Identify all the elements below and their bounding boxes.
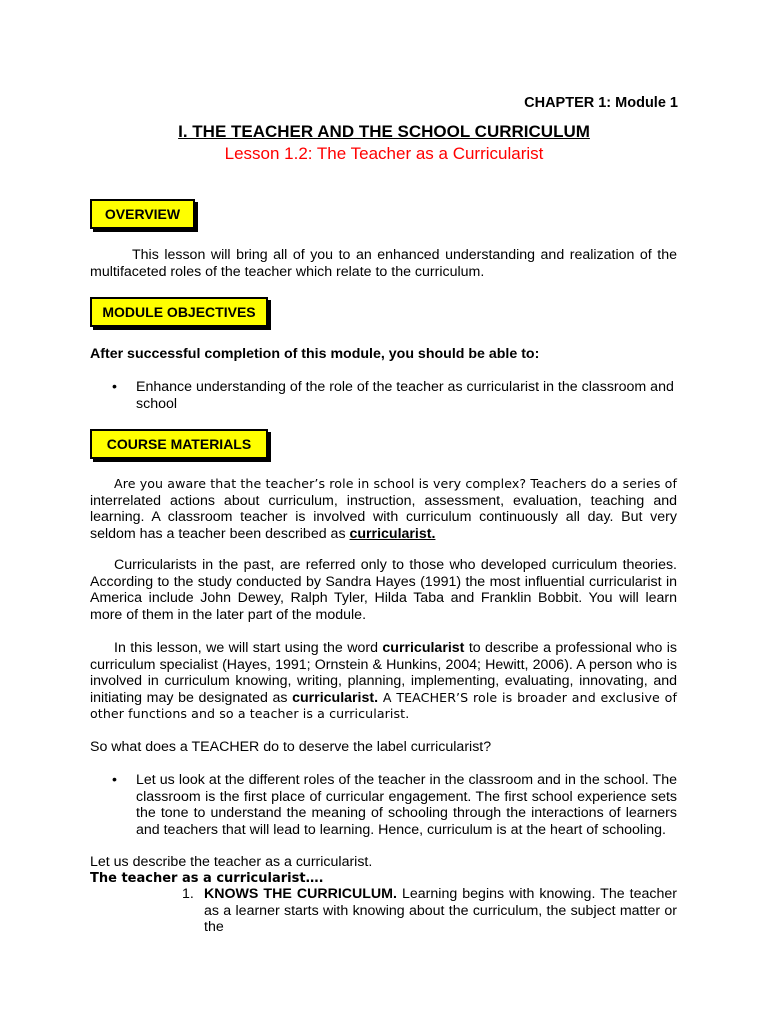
p3-term-1: curricularist: [382, 640, 465, 656]
lesson-subtitle: Lesson 1.2: The Teacher as a Curricularist: [224, 144, 544, 163]
overview-heading-box: OVERVIEW: [90, 199, 195, 229]
item-1-heading: KNOWS THE CURRICULUM.: [204, 886, 397, 902]
question-line: So what does a TEACHER do to deserve the label curricularist?: [90, 739, 492, 755]
roles-bullet-item: Let us look at the different roles of the teacher in the classroom and in the school. The classroom is the first place of curricular engagement. The first school experience sets the tone to understand the meaning of schooling through the interactions of learners and teachers that will lead to learning. Hence, curriculum is at the heart of schooling.: [136, 772, 677, 838]
materials-heading-box: COURSE MATERIALS: [90, 429, 268, 459]
objective-item: Enhance understanding of the role of the teacher as curricularist in the classroom and school: [136, 379, 674, 412]
bullet-icon: •: [112, 379, 117, 395]
subhead-line: The teacher as a curricularist….: [90, 871, 324, 886]
chapter-label: CHAPTER 1: Module 1: [524, 95, 678, 111]
overview-paragraph: This lesson will bring all of you to an enhanced understanding and realization of the multifaceted roles of the teacher which relate to the curriculum.: [90, 247, 677, 280]
p1-body: interrelated actions about curriculum, instruction, assessment, evaluation, teaching and learning. A classroom teacher is involved with curriculum continuously all day. But very seldom has a teacher been described as: [90, 492, 677, 542]
p1-term: curricularist.: [349, 525, 436, 542]
item-1-text: [204, 886, 677, 936]
bullet-icon: •: [112, 772, 117, 788]
p1-lead: Are you aware that the teacher’s role in school is very complex? Teachers do a series of: [114, 476, 677, 491]
objectives-heading-box: MODULE OBJECTIVES: [90, 297, 268, 327]
page-title: I. THE TEACHER AND THE SCHOOL CURRICULUM: [178, 122, 590, 141]
p3-c: to describe a professional who is curriculum specialist (Hayes, 1991; Ornstein & Hunkins, 2004; Hewitt, 2006). A person who is involved in curriculum knowing, writing, planning, implementing, evaluating, innovating, and initiating may be designated as: [90, 640, 677, 706]
p3-term-2: curricularist.: [292, 689, 379, 706]
materials-paragraph-1: [90, 476, 677, 542]
objectives-intro: After successful completion of this module, you should be able to:: [90, 346, 540, 362]
materials-paragraph-2: Curricularists in the past, are referred only to those who developed curriculum theories. According to the study conducted by Sandra Hayes (1991) the most influential curricularist in America include John Dewey, Ralph Tyler, Hilda Taba and Franklin Bobbit. You will learn more of them in the later part of the module.: [90, 557, 677, 623]
item-number: 1.: [182, 886, 194, 902]
describe-line: Let us describe the teacher as a curricularist.: [90, 854, 373, 870]
p3-e: A TEACHER’S role is broader and exclusive of other functions and so a teacher is a curricularist.: [90, 689, 677, 722]
p3-a: In this lesson, we will start using the word: [114, 640, 383, 656]
materials-paragraph-3: [90, 640, 677, 723]
item-1-body: Learning begins with knowing. The teacher as a learner starts with knowing about the curriculum, the subject matter or the: [204, 886, 677, 936]
